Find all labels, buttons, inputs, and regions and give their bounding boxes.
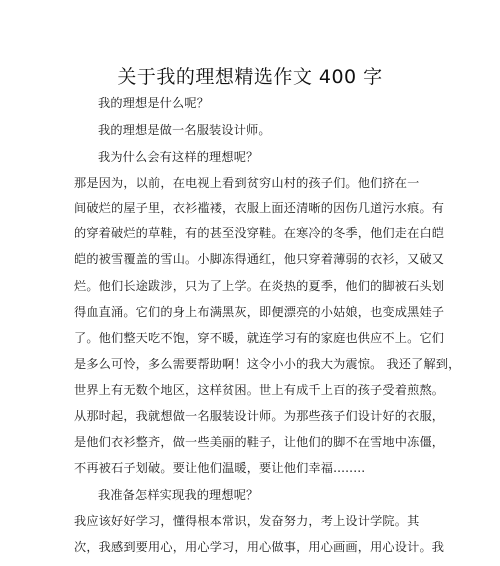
paragraph-line: 我的理想是做一名服装设计师。 (98, 123, 271, 137)
paragraph-line: 我应该好好学习，懂得根本常识，发奋努力，考上设计学院。其 (74, 514, 420, 528)
paragraph-line: 了。他们整天吃不饱，穿不暖，就连学习有的家庭也供应不上。它们 (74, 331, 445, 345)
paragraph-line: 我准备怎样实现我的理想呢？ (98, 488, 259, 502)
paragraph-line: 得血直涌。它们的身上布满黑灰，即便漂亮的小姑娘，也变成黑娃子 (74, 305, 445, 319)
paragraph-line: 皑的被雪覆盖的雪山。小脚冻得通红，他只穿着薄弱的衣衫，又破又 (74, 252, 445, 266)
paragraph-line: 不再被石子划破。要让他们温暖，要让他们幸福........ (74, 461, 366, 475)
paragraph-line: 间破烂的屋子里，衣衫褴褛，衣服上面还清晰的因伤几道污水痕。有 (74, 201, 445, 215)
document-title: 关于我的理想精选作文 400 字 (117, 66, 383, 88)
paragraph-line: 我为什么会有这样的理想呢？ (98, 150, 259, 164)
paragraph-line: 次，我感到要用心，用心学习，用心做事，用心画画，用心设计。我 (74, 540, 445, 554)
paragraph-line: 的穿着破烂的草鞋，有的甚至没穿鞋。在寒冷的冬季，他们走在白皑 (74, 226, 445, 240)
paragraph-line: 是他们衣衫整齐，做一些美丽的鞋子，让他们的脚不在雪地中冻僵， (74, 435, 445, 449)
paragraph-line: 那是因为，以前，在电视上看到贫穷山村的孩子们。他们挤在一 (74, 176, 420, 190)
paragraph-line: 从那时起，我就想做一名服装设计师。为那些孩子们设计好的衣服， (74, 409, 445, 423)
paragraph-line: 我的理想是什么呢？ (98, 96, 210, 110)
paragraph-line: 世界上有无数个地区，这样贫困。世上有成千上百的孩子受着煎熬。 (74, 383, 445, 397)
paragraph-line: 是多么可怜，多么需要帮助啊！这令小小的我大为震惊。 我还了解到， (74, 357, 461, 371)
paragraph-line: 烂。他们长途跋涉，只为了上学。在炎热的夏季，他们的脚被石头划 (74, 279, 445, 293)
